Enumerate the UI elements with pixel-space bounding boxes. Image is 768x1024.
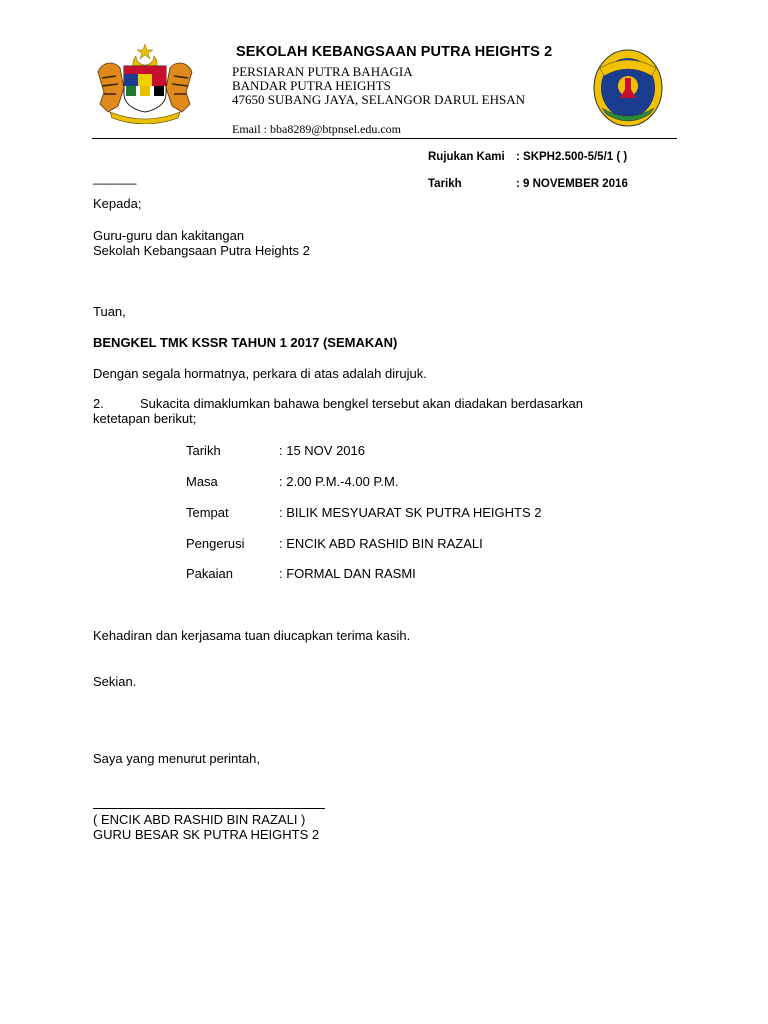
paragraph-2-line-1: Sukacita dimaklumkan bahawa bengkel tersebut akan diadakan berdasarkan xyxy=(140,396,584,411)
detail-label-tempat: Tempat xyxy=(186,505,229,520)
detail-value-pakaian: : FORMAL DAN RASMI xyxy=(279,566,416,581)
paragraph-1: Dengan segala hormatnya, perkara di atas adalah dirujuk. xyxy=(93,366,427,381)
detail-label-tarikh: Tarikh xyxy=(186,443,221,458)
signature-intro: Saya yang menurut perintah, xyxy=(93,751,260,766)
closing-line: Kehadiran dan kerjasama tuan diucapkan terima kasih. xyxy=(93,628,411,643)
paragraph-2-number: 2. xyxy=(93,396,104,411)
detail-value-tempat: : BILIK MESYUARAT SK PUTRA HEIGHTS 2 xyxy=(279,505,542,520)
detail-value-tarikh: : 15 NOV 2016 xyxy=(279,443,365,458)
school-name: SEKOLAH KEBANGSAAN PUTRA HEIGHTS 2 xyxy=(236,44,553,60)
tarikh-label: Tarikh xyxy=(428,178,462,190)
signatory-title: GURU BESAR SK PUTRA HEIGHTS 2 xyxy=(93,827,320,842)
subject-heading: BENGKEL TMK KSSR TAHUN 1 2017 (SEMAKAN) xyxy=(93,335,398,350)
kepada-label: Kepada; xyxy=(93,196,142,211)
letterhead-divider xyxy=(92,138,677,139)
email-line: Email : bba8289@btpnsel.edu.com xyxy=(232,122,402,136)
paragraph-2-line-2: ketetapan berikut; xyxy=(93,411,197,426)
detail-label-pengerusi: Pengerusi xyxy=(186,536,245,551)
school-crest-icon xyxy=(592,48,664,128)
address-line-1: PERSIARAN PUTRA BAHAGIA xyxy=(232,64,413,79)
address-line-3: 47650 SUBANG JAYA, SELANGOR DARUL EHSAN xyxy=(232,92,526,107)
greeting: Tuan, xyxy=(93,304,126,319)
rujukan-value: : SKPH2.500-5/5/1 ( ) xyxy=(516,151,628,163)
recipient-line-1: Guru-guru dan kakitangan xyxy=(93,228,245,243)
rujukan-label: Rujukan Kami xyxy=(428,151,505,163)
signature-line xyxy=(93,808,325,809)
address-line-2: BANDAR PUTRA HEIGHTS xyxy=(232,78,391,93)
detail-label-masa: Masa xyxy=(186,474,218,489)
signatory-name: ( ENCIK ABD RASHID BIN RAZALI ) xyxy=(93,812,306,827)
recipient-line-2: Sekolah Kebangsaan Putra Heights 2 xyxy=(93,243,310,258)
detail-value-masa: : 2.00 P.M.-4.00 P.M. xyxy=(279,474,399,489)
dash-line: ______ xyxy=(93,170,137,185)
detail-value-pengerusi: : ENCIK ABD RASHID BIN RAZALI xyxy=(279,536,483,551)
tarikh-value: : 9 NOVEMBER 2016 xyxy=(516,178,628,190)
detail-label-pakaian: Pakaian xyxy=(186,566,233,581)
sekian: Sekian. xyxy=(93,674,137,689)
malaysia-coat-of-arms-icon xyxy=(92,42,198,124)
